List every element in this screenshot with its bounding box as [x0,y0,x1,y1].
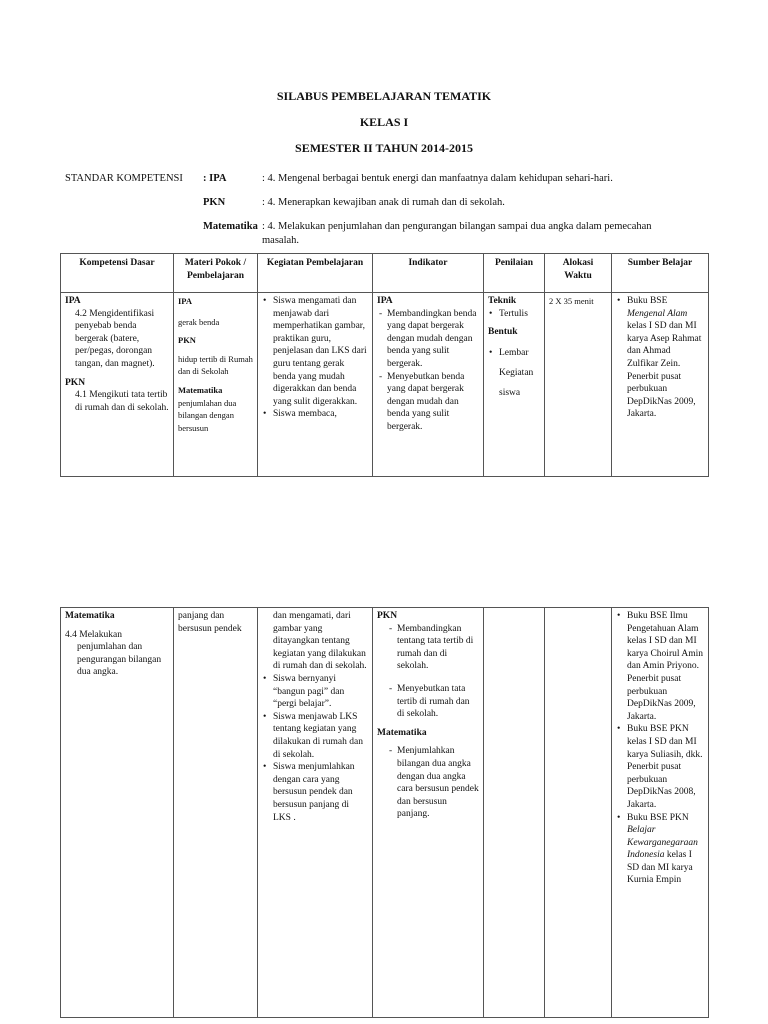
penilaian-bentuk-head: Bentuk [488,327,518,338]
penilaian-teknik-head: Teknik [488,296,517,306]
col-header-indikator: Indikator [373,254,484,293]
class-title: KELAS I [359,115,409,129]
standard-label: STANDAR KOMPETENSI [65,173,183,184]
syllabus-table-1 [60,253,709,477]
kd-ipa-head: IPA [65,296,81,306]
indikator-item: - Membandingkan tentang tata tertib di rumah dan di sekolah. [397,623,479,673]
cell-indikator [373,608,484,1018]
indikator-pkn-head: PKN [377,611,398,621]
indikator-item: - Membandingkan benda yang dapat bergerak dengan mudah dengan benda yang sulit bergerak. [387,308,479,371]
kd-pkn-head: PKN [65,377,86,388]
col-header-materi: Materi Pokok / Pembelajaran [174,254,258,293]
kegiatan-item: • Siswa menjawab LKS tentang kegiatan yang dilakukan di rumah dan di sekolah. [273,711,368,761]
sumber-item [627,812,704,888]
indikator-item: - Menyebutkan tata tertib di rumah dan di sekolah. [397,683,479,721]
standard-text-pkn: : 4. Menerapkan kewajiban anak di rumah dan di sekolah. [262,197,505,208]
indikator-ipa-head: IPA [377,296,393,306]
cell-penilaian [484,293,545,477]
standard-text-matematika: : 4. Melakukan penjumlahan dan pengurangan bilangan sampai dua angka dalam pemecahan masalah. [262,221,652,246]
cell-materi [174,293,258,477]
sumber-pre: Buku BSE [627,296,668,306]
cell-kegiatan [258,608,373,1018]
cell-materi: panjang dan bersusun pendek [174,608,258,1018]
kegiatan-item: • Siswa membaca, [273,408,368,421]
sumber-pre: Buku BSE PKN [627,812,689,823]
materi-pkn-head: PKN [178,335,196,346]
materi-mat-head: Matematika [178,384,223,395]
cell-sumber [612,293,709,477]
materi-mat-text: penjumlahan dua bilangan dengan bersusun [178,397,237,433]
table-row [61,608,709,1018]
indikator-item: - Menjumlahkan bilangan dua angka dengan dua angka cara bersusun pendek dan bersusun panjang. [397,745,479,821]
sumber-item: • Buku BSE PKN kelas I SD dan MI karya Suliasih, dkk. Penerbit pusat perbukuan DepDikNas 2008, Jakarta. [627,723,704,811]
col-header-penilaian: Penilaian [484,254,545,293]
standard-subject-matematika: Matematika [203,221,258,232]
materi-ipa-head: IPA [178,296,193,306]
cell-alokasi: 2 X 35 menit [545,293,612,477]
cell-kompetensi [61,293,174,477]
standard-subject-ipa: : IPA [203,173,227,184]
standard-competency-block [0,172,768,252]
cell-alokasi [545,608,612,1018]
kd-mat-head: Matematika [65,611,115,621]
cell-sumber [612,608,709,1018]
kd-ipa-text: 4.2 Mengidentifikasi penyebab benda bergerak (batere, per/pegas, dorongan tangan, dan magnet). [75,308,155,369]
penilaian-bentuk-item: • Lembar Kegiatan siswa [499,343,540,403]
table-row [61,293,709,477]
kegiatan-continued: dan mengamati, dari gambar yang ditayangkan tentang kegiatan yang dilakukan di rumah dan di sekolah. [273,611,367,672]
standard-text-ipa: : 4. Mengenal berbagai bentuk energi dan manfaatnya dalam kehidupan sehari-hari. [262,173,613,184]
sumber-item [627,295,704,421]
sumber-post: kelas I SD dan MI karya Asep Rahmat dan Ahmad Zulfikar Zein. Penerbit pusat perbukuan DepDikNas 2009, Jakarta. [627,321,702,420]
kegiatan-item: • Siswa menjumlahkan dengan cara yang bersusun pendek dan bersusun panjang di LKS . [273,761,368,824]
kd-mat-text: 4.4 Melakukan penjumlahan dan pengurangan bilangan dua angka. [65,629,162,678]
col-header-kompetensi: Kompetensi Dasar [61,254,174,293]
sumber-title: Belajar Kewarganegaraan Indonesia [627,825,698,861]
col-header-kegiatan: Kegiatan Pembelajaran [258,254,373,293]
materi-ipa-text: gerak benda [178,316,220,327]
indikator-item: - Menyebutkan benda yang dapat bergerak dengan mudah dan benda yang sulit bergerak. [387,371,479,434]
col-header-sumber: Sumber Belajar [612,254,709,293]
col-header-alokasi: Alokasi Waktu [545,254,612,293]
cell-kompetensi [61,608,174,1018]
cell-indikator [373,293,484,477]
standard-subject-pkn: PKN [203,197,226,208]
table-header-row [61,254,709,293]
sumber-post: kelas I SD dan MI karya Kurnia Empin [627,850,693,886]
kd-pkn-text: 4.1 Mengikuti tata tertib di rumah dan di sekolah. [75,390,169,413]
semester-title: SEMESTER II TAHUN 2014-2015 [295,141,473,155]
cell-penilaian [484,608,545,1018]
sumber-title: Mengenal Alam [627,308,688,319]
cell-kegiatan [258,293,373,477]
penilaian-teknik-item: • Tertulis [499,308,540,321]
syllabus-table-2 [60,607,709,1018]
kegiatan-item: • Siswa bernyanyi “bangun pagi” dan “pergi belajar”. [273,673,368,711]
kegiatan-item: • Siswa mengamati dan menjawab dari memperhatikan gambar, praktikan guru, penjelasan dan LKS dari guru tentang gerak benda yang mudah digerakkan dan benda yang sulit digerakkan. [273,295,368,408]
page-title: SILABUS PEMBELAJARAN TEMATIK [276,89,492,103]
materi-pkn-text: hidup tertib di Rumah dan di Sekolah [178,353,253,377]
sumber-item: • Buku BSE Ilmu Pengetahuan Alam kelas I SD dan MI karya Choirul Amin dan Amin Priyono. Penerbit pusat perbukuan DepDikNas 2009, Jakarta. [627,610,704,723]
indikator-mat-head: Matematika [377,727,427,738]
